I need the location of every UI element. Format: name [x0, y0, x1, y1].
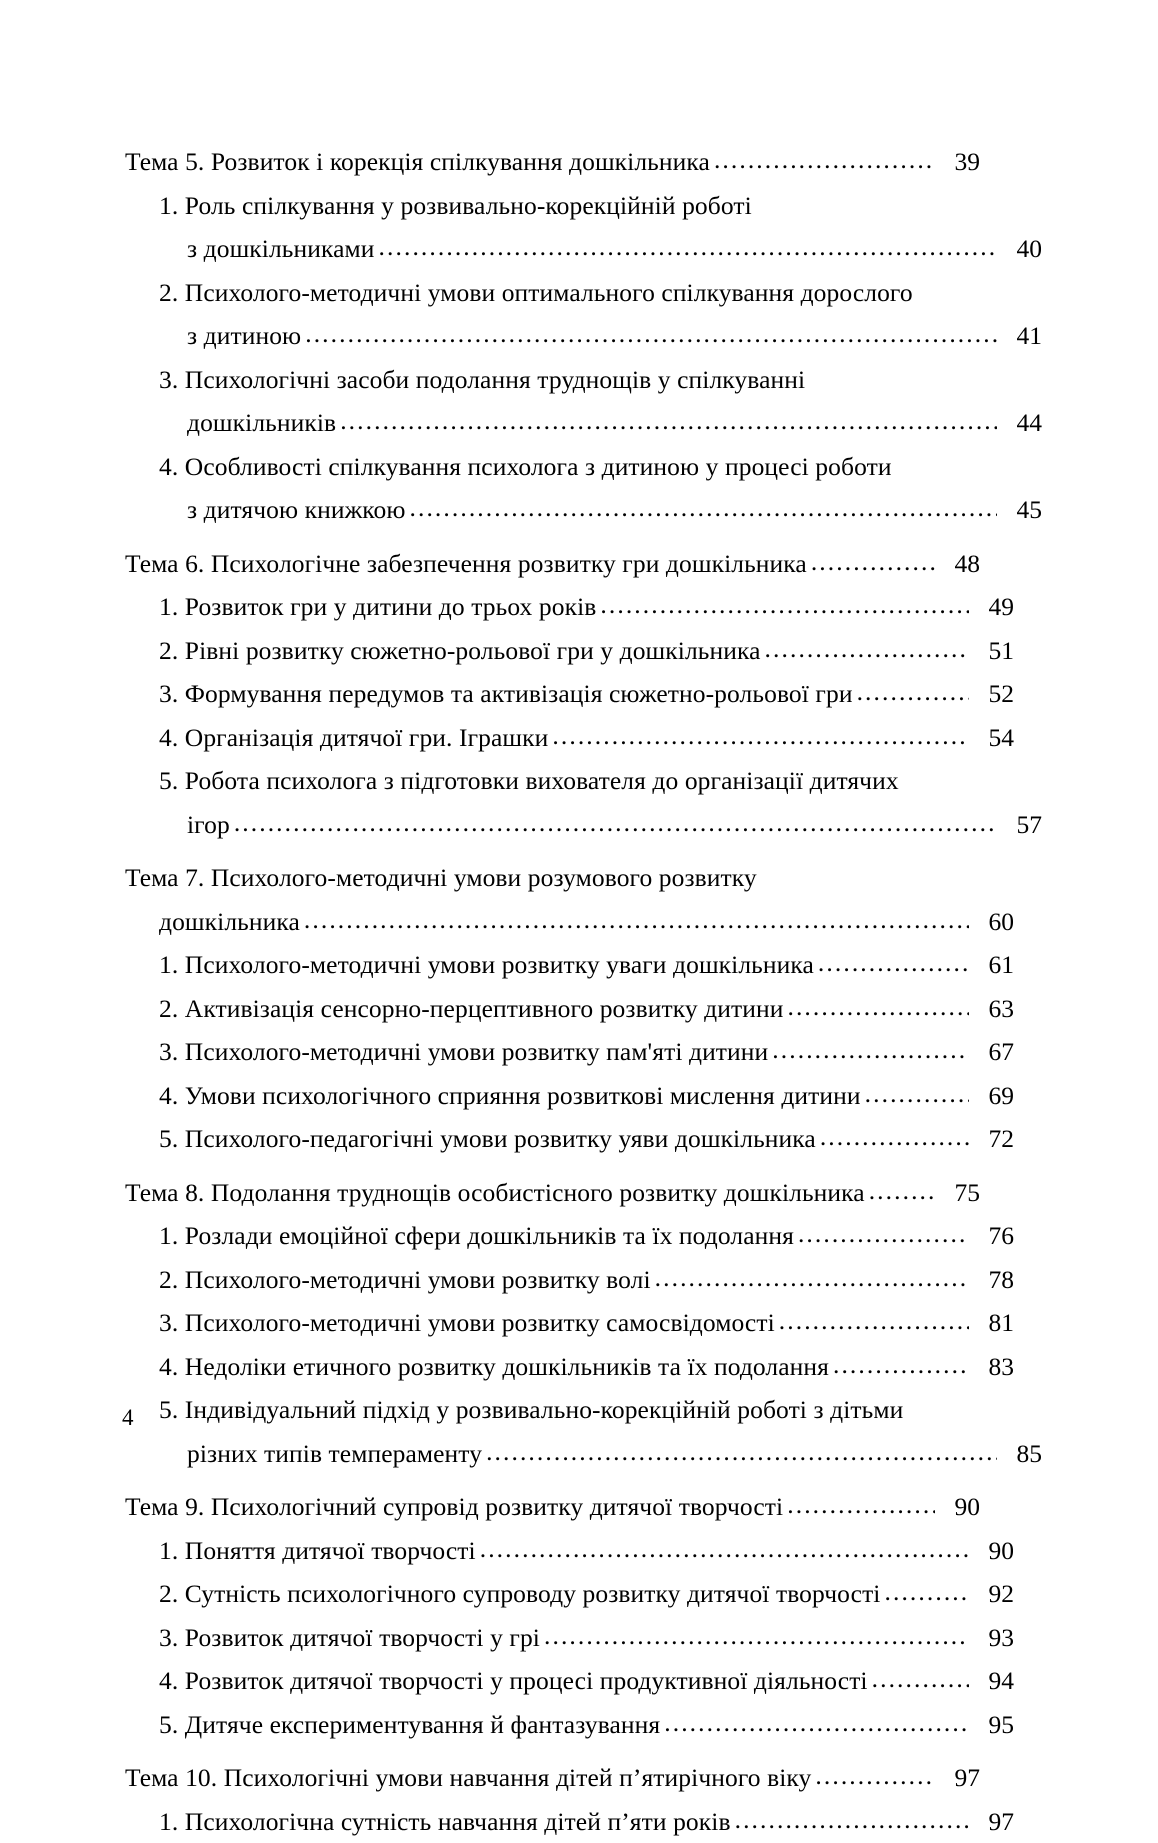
toc-entry-label: 3. Психологічні засоби подолання труднощів у спілкуванні [159, 358, 805, 402]
dot-leader [714, 138, 935, 182]
page-folio: 4 [122, 1404, 134, 1432]
toc-entry-label: з дитячою книжкою [187, 488, 406, 532]
toc-item-row[interactable] [125, 227, 1042, 271]
toc-entry-label: Тема 9. Психологічний супровід розвитку дитячої творчості [125, 1485, 783, 1529]
dot-leader [305, 312, 997, 356]
toc-theme-row[interactable] [125, 1756, 980, 1800]
toc-theme-row[interactable] [125, 1485, 980, 1529]
toc-entry-label: Тема 5. Розвиток і корекція спілкування дошкільника [125, 140, 710, 184]
toc-item-row[interactable] [125, 987, 1014, 1031]
toc-entry-label: Тема 10. Психологічні умови навчання дітей п’ятирічного віку [125, 1756, 811, 1800]
toc-entry-label: 3. Психолого-методичні умови розвитку самосвідомості [159, 1301, 775, 1345]
toc-entry-label: 1. Розлади емоційної сфери дошкільників та їх подолання [159, 1214, 794, 1258]
toc-entry-page-number: 85 [1000, 1432, 1042, 1476]
toc-entry-page-number: 54 [972, 716, 1014, 760]
toc-entry-label: Тема 7. Психолого-методичні умови розумового розвитку [125, 856, 757, 900]
toc-item-row[interactable] [125, 271, 1014, 315]
toc-entry-label: 3. Психолого-методичні умови розвитку пам'яті дитини [159, 1030, 768, 1074]
dot-leader [379, 225, 997, 269]
toc-entry-label: Тема 6. Психологічне забезпечення розвитку гри дошкільника [125, 542, 807, 586]
toc-entry-label: 4. Умови психологічного сприяння розвиткові мислення дитини [159, 1074, 861, 1118]
toc-entry-label: з дошкільниками [187, 227, 375, 271]
toc-item-row[interactable] [125, 1214, 1014, 1258]
toc-item-row[interactable] [125, 1117, 1014, 1161]
toc-entry-label: з дитиною [187, 314, 301, 358]
toc-entry-page-number: 81 [972, 1301, 1014, 1345]
toc-entry-page-number: 97 [938, 1756, 980, 1800]
dot-leader [340, 399, 997, 443]
toc-entry-label: дошкільника [159, 900, 300, 944]
toc-entry-page-number: 40 [1000, 227, 1042, 271]
dot-leader [234, 801, 997, 845]
section-spacer [125, 1161, 980, 1171]
dot-leader [872, 1657, 969, 1701]
dot-leader [820, 1115, 969, 1159]
toc-item-row[interactable] [125, 488, 1042, 532]
toc-entry-label: 2. Рівні розвитку сюжетно-рольової гри у дошкільника [159, 629, 761, 673]
dot-leader [869, 1169, 935, 1213]
toc-item-row[interactable] [125, 358, 1014, 402]
toc-theme-row[interactable] [125, 1171, 980, 1215]
toc-item-row[interactable] [125, 803, 1042, 847]
toc-item-row[interactable] [125, 1616, 1014, 1660]
toc-entry-page-number: 61 [972, 943, 1014, 987]
dot-leader [857, 670, 969, 714]
toc-entry-page-number: 94 [972, 1659, 1014, 1703]
dot-leader [865, 1072, 969, 1116]
toc-entry-page-number: 76 [972, 1214, 1014, 1258]
dot-leader [818, 941, 969, 985]
toc-entry-label: 1. Психологічна сутність навчання дітей п’яти років [159, 1800, 731, 1843]
dot-leader [885, 1570, 970, 1614]
toc-entry-label: 2. Психолого-методичні умови розвитку волі [159, 1258, 651, 1302]
dot-leader [664, 1701, 969, 1745]
toc-item-row[interactable] [125, 672, 1014, 716]
dot-leader [544, 1614, 969, 1658]
toc-entry-page-number: 93 [972, 1616, 1014, 1660]
toc-theme-row[interactable] [125, 542, 980, 586]
toc-entry-page-number: 95 [972, 1703, 1014, 1747]
toc-entry-label: 4. Розвиток дитячої творчості у процесі продуктивної діяльності [159, 1659, 868, 1703]
dot-leader [772, 1028, 969, 1072]
toc-theme-row[interactable] [125, 856, 980, 900]
toc-entry-page-number: 83 [972, 1345, 1014, 1389]
toc-entry-label: 5. Робота психолога з підготовки вихователя до організації дитячих [159, 759, 899, 803]
toc-entry-label: дошкільників [187, 401, 336, 445]
toc-item-row[interactable] [125, 943, 1014, 987]
toc-entry-label: 4. Особливості спілкування психолога з дитиною у процесі роботи [159, 445, 892, 489]
dot-leader [787, 1483, 935, 1527]
toc-item-row[interactable] [125, 1074, 1014, 1118]
toc-item-row[interactable] [125, 1301, 1014, 1345]
dot-leader [410, 486, 998, 530]
toc-item-row[interactable] [125, 1345, 1014, 1389]
toc-entry-page-number: 90 [938, 1485, 980, 1529]
toc-entry-page-number: 90 [972, 1529, 1014, 1573]
dot-leader [779, 1299, 969, 1343]
toc-entry-label: 3. Формування передумов та активізація сюжетно-рольової гри [159, 672, 853, 716]
toc-item-row[interactable] [125, 1030, 1014, 1074]
toc-entry-label: 2. Психолого-методичні умови оптимального спілкування дорослого [159, 271, 913, 315]
dot-leader [765, 627, 969, 671]
toc-entry-label: 2. Активізація сенсорно-перцептивного розвитку дитини [159, 987, 783, 1031]
toc-entry-label: Тема 8. Подолання труднощів особистісного розвитку дошкільника [125, 1171, 865, 1215]
toc-entry-page-number: 67 [972, 1030, 1014, 1074]
toc-entry-label: 1. Поняття дитячої творчості [159, 1529, 476, 1573]
toc-entry-page-number: 60 [972, 900, 1014, 944]
toc-item-row[interactable] [125, 629, 1014, 673]
toc-entry-label: 1. Психолого-методичні умови розвитку уваги дошкільника [159, 943, 814, 987]
toc-item-row[interactable] [125, 1432, 1042, 1476]
toc-entry-page-number: 39 [938, 140, 980, 184]
toc-entry-label: 4. Організація дитячої гри. Іграшки [159, 716, 548, 760]
toc-item-row[interactable] [125, 1659, 1014, 1703]
toc-theme-row[interactable] [125, 900, 1014, 944]
toc-item-row[interactable] [125, 1703, 1014, 1747]
toc-entry-page-number: 52 [972, 672, 1014, 716]
toc-item-row[interactable] [125, 401, 1042, 445]
toc-item-row[interactable] [125, 1388, 1014, 1432]
toc-entry-page-number: 78 [972, 1258, 1014, 1302]
dot-leader [735, 1798, 969, 1842]
dot-leader [552, 714, 969, 758]
table-of-contents [125, 140, 980, 1843]
toc-entry-page-number: 75 [938, 1171, 980, 1215]
section-spacer [125, 846, 980, 856]
toc-item-row[interactable] [125, 759, 1014, 803]
toc-entry-label: 3. Розвиток дитячої творчості у грі [159, 1616, 540, 1660]
toc-item-row[interactable] [125, 1800, 1014, 1843]
toc-entry-page-number: 44 [1000, 401, 1042, 445]
dot-leader [798, 1212, 969, 1256]
dot-leader [486, 1430, 997, 1474]
toc-entry-page-number: 63 [972, 987, 1014, 1031]
toc-entry-label: 1. Роль спілкування у розвивально-корекційній роботі [159, 184, 752, 228]
toc-entry-page-number: 97 [972, 1800, 1014, 1843]
toc-entry-label: 2. Сутність психологічного супроводу розвитку дитячої творчості [159, 1572, 881, 1616]
toc-item-row[interactable] [125, 314, 1042, 358]
dot-leader [480, 1527, 969, 1571]
dot-leader [815, 1754, 935, 1798]
toc-entry-page-number: 51 [972, 629, 1014, 673]
toc-entry-page-number: 45 [1000, 488, 1042, 532]
toc-entry-label: 5. Індивідуальний підхід у розвивально-корекційній роботі з дітьми [159, 1388, 903, 1432]
dot-leader [600, 583, 969, 627]
toc-entry-label: ігор [187, 803, 230, 847]
toc-entry-page-number: 48 [938, 542, 980, 586]
toc-item-row[interactable] [125, 445, 1014, 489]
toc-item-row[interactable] [125, 1572, 1014, 1616]
toc-item-row[interactable] [125, 1529, 1014, 1573]
toc-entry-page-number: 49 [972, 585, 1014, 629]
toc-entry-label: 4. Недоліки етичного розвитку дошкільників та їх подолання [159, 1345, 829, 1389]
dot-leader [655, 1256, 969, 1300]
toc-entry-page-number: 41 [1000, 314, 1042, 358]
toc-entry-page-number: 72 [972, 1117, 1014, 1161]
toc-item-row[interactable] [125, 585, 1014, 629]
toc-entry-label: 5. Психолого-педагогічні умови розвитку уяви дошкільника [159, 1117, 816, 1161]
toc-entry-label: різних типів темпераменту [187, 1432, 482, 1476]
toc-entry-label: 5. Дитяче експериментування й фантазування [159, 1703, 660, 1747]
dot-leader [811, 540, 935, 584]
toc-item-row[interactable] [125, 1258, 1014, 1302]
dot-leader [833, 1343, 969, 1387]
dot-leader [304, 898, 969, 942]
toc-item-row[interactable] [125, 716, 1014, 760]
dot-leader [787, 985, 969, 1029]
toc-theme-row[interactable] [125, 140, 980, 184]
toc-entry-label: 1. Розвиток гри у дитини до трьох років [159, 585, 596, 629]
toc-entry-page-number: 69 [972, 1074, 1014, 1118]
toc-entry-page-number: 92 [972, 1572, 1014, 1616]
toc-item-row[interactable] [125, 184, 1014, 228]
toc-entry-page-number: 57 [1000, 803, 1042, 847]
